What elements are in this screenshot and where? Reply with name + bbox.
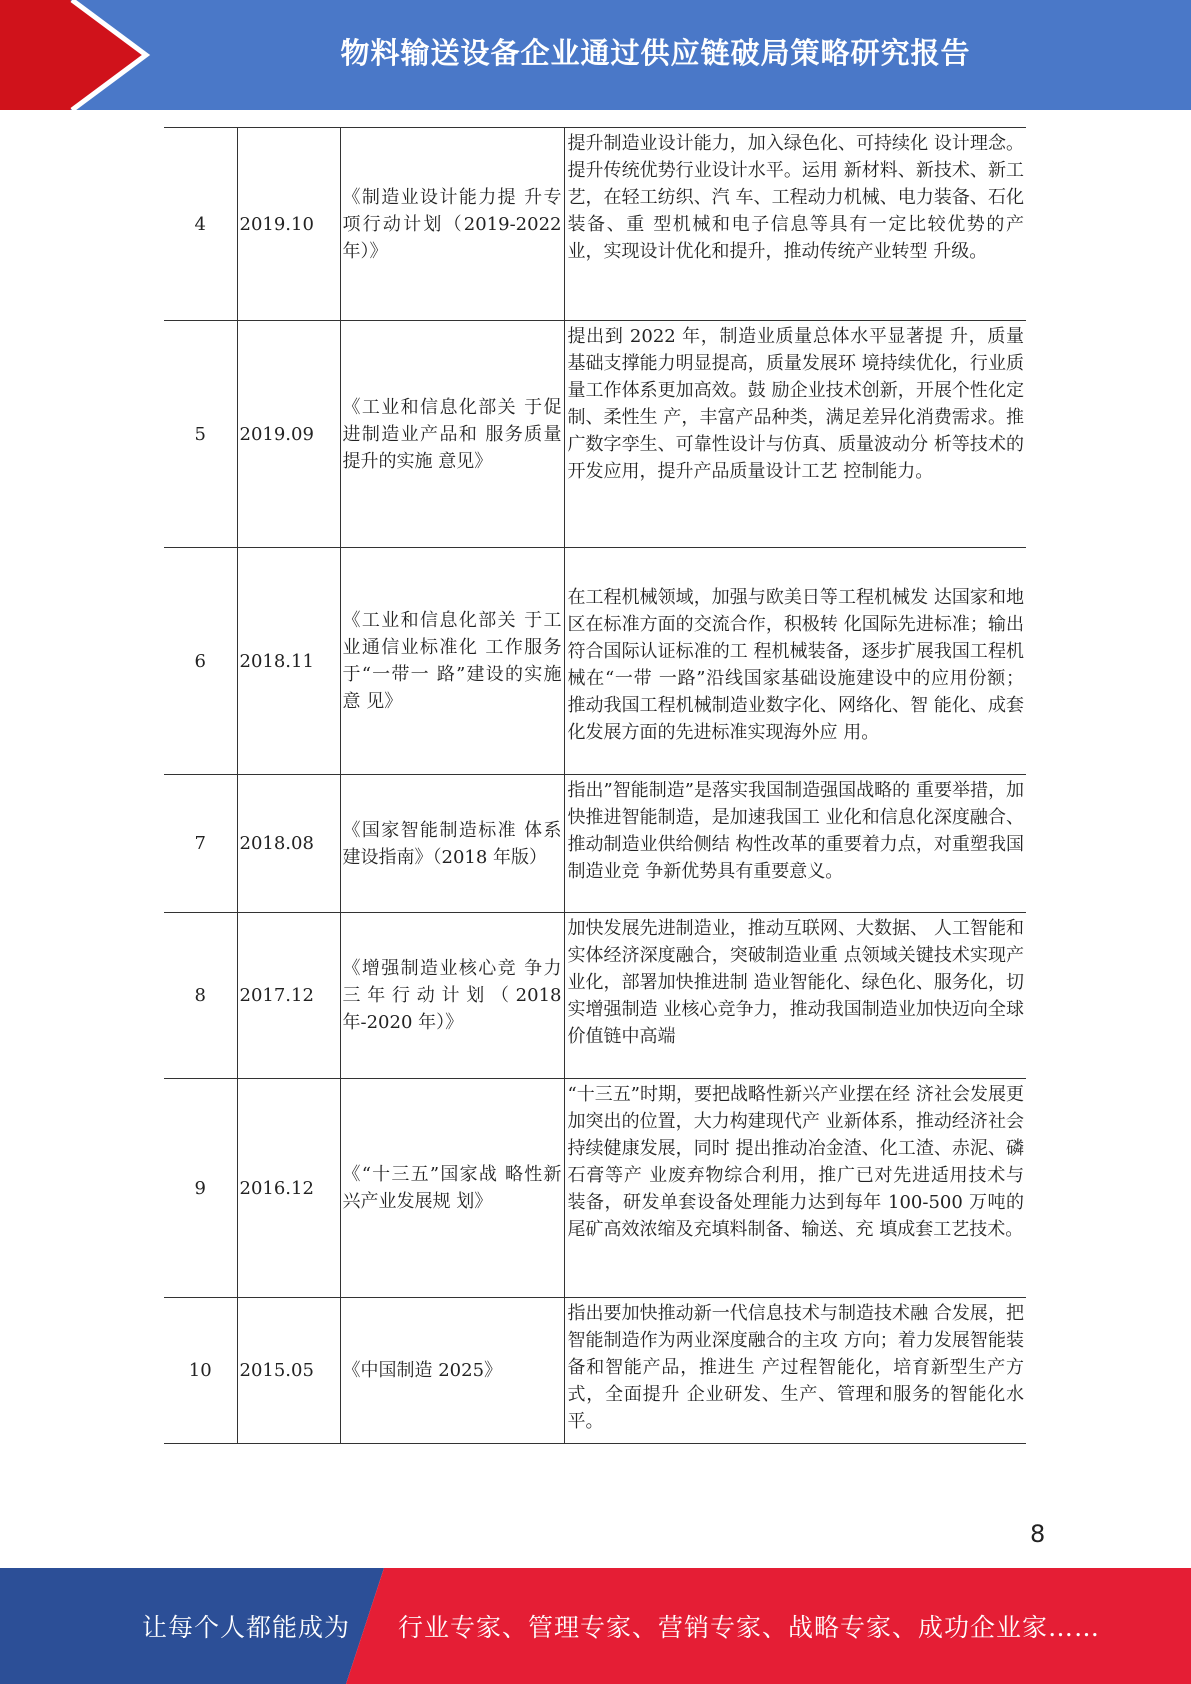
row-policy-title: 《工业和信息化部关 于工业通信业标准化 工作服务于“一带一 路”建设的实施意 见》	[340, 548, 564, 775]
row-date: 2018.11	[237, 548, 340, 775]
row-date: 2019.10	[237, 128, 340, 321]
table-row	[164, 548, 1026, 775]
row-policy-title: 《工业和信息化部关 于促进制造业产品和 服务质量提升的实施 意见》	[340, 321, 564, 548]
footer-slogan-lead: 让每个人都能成为	[142, 1613, 351, 1642]
row-date: 2016.12	[237, 1079, 340, 1298]
row-policy-content: 加快发展先进制造业，推动互联网、大数据、 人工智能和实体经济深度融合，突破制造业重 点领域关键技术实现产业化，部署加快推进制 造业智能化、绿色化、服务化，切实增强制造 业核心竞争力，推动我国制造业加快迈向全球 价值链中高端	[564, 913, 1026, 1079]
report-title: 物料输送设备企业通过供应链破局策略研究报告	[340, 35, 971, 70]
table-row	[164, 1079, 1026, 1298]
row-policy-title: 《制造业设计能力提 升专项行动计划（2019-2022 年）》	[340, 128, 564, 321]
row-number: 8	[164, 913, 237, 1079]
row-number: 4	[164, 128, 237, 321]
table-row	[164, 1298, 1026, 1444]
row-date: 2015.05	[237, 1298, 340, 1444]
row-date: 2017.12	[237, 913, 340, 1079]
page-number: 8	[1030, 1520, 1046, 1548]
row-number: 6	[164, 548, 237, 775]
row-date: 2018.08	[237, 775, 340, 913]
row-policy-content: 在工程机械领域，加强与欧美日等工程机械发 达国家和地区在标准方面的交流合作，积极转 化国际先进标准；输出符合国际认证标准的工 程机械装备，逐步扩展我国工程机械在“一带 一路”沿线国家基础设施建设中的应用份额； 推动我国工程机械制造业数字化、网络化、智 能化、成套化发展方面的先进标准实现海外应 用。	[564, 548, 1026, 775]
row-number: 5	[164, 321, 237, 548]
row-number: 9	[164, 1079, 237, 1298]
row-policy-title: 《“十三五”国家战 略性新兴产业发展规 划》	[340, 1079, 564, 1298]
row-policy-title: 《国家智能制造标准 体系建设指南》（2018 年版）	[340, 775, 564, 913]
row-policy-title: 《增强制造业核心竞 争力三年行动计划（2018 年-2020 年）》	[340, 913, 564, 1079]
row-date: 2019.09	[237, 321, 340, 548]
row-number: 7	[164, 775, 237, 913]
row-policy-content: 指出”智能制造”是落实我国制造强国战略的 重要举措，加快推进智能制造，是加速我国工 业化和信息化深度融合、推动制造业供给侧结 构性改革的重要着力点，对重塑我国制造业竞 争新优势具有重要意义。	[564, 775, 1026, 913]
row-policy-content: 提出到 2022 年，制造业质量总体水平显著提 升，质量基础支撑能力明显提高，质量发展环 境持续优化，行业质量工作体系更加高效。鼓 励企业技术创新，开展个性化定制、柔性生 产，丰富产品种类，满足差异化消费需求。推 广数字孪生、可靠性设计与仿真、质量波动分 析等技术的开发应用，提升产品质量设计工艺 控制能力。	[564, 321, 1026, 548]
policy-table	[164, 127, 1026, 1444]
table-row	[164, 321, 1026, 548]
row-policy-content: 提升制造业设计能力，加入绿色化、可持续化 设计理念。提升传统优势行业设计水平。运用 新材料、新技术、新工艺，在轻工纺织、汽 车、工程动力机械、电力装备、石化装备、重 型机械和电子信息等具有一定比较优势的产 业，实现设计优化和提升，推动传统产业转型 升级。	[564, 128, 1026, 321]
table-row	[164, 775, 1026, 913]
row-policy-content: 指出要加快推动新一代信息技术与制造技术融 合发展，把智能制造作为两业深度融合的主攻 方向；着力发展智能装备和智能产品，推进生 产过程智能化，培育新型生产方式，全面提升 企业研发、生产、管理和服务的智能化水平。	[564, 1298, 1026, 1444]
row-policy-content: “十三五”时期，要把战略性新兴产业摆在经 济社会发展更加突出的位置，大力构建现代产 业新体系，推动经济社会持续健康发展，同时 提出推动冶金渣、化工渣、赤泥、磷石膏等产 业废弃物综合利用，推广已对先进适用技术与 装备，研发单套设备处理能力达到每年 100-500 万吨的尾矿高效浓缩及充填料制备、输送、充 填成套工艺技术。	[564, 1079, 1026, 1298]
table-row	[164, 128, 1026, 321]
row-policy-title: 《中国制造 2025》	[340, 1298, 564, 1444]
footer-band	[0, 1568, 1191, 1684]
policy-table-wrapper	[164, 127, 1026, 1444]
footer-slogan-roles: 行业专家、管理专家、营销专家、战略专家、成功企业家……	[398, 1613, 1101, 1642]
table-row	[164, 913, 1026, 1079]
row-number: 10	[164, 1298, 237, 1444]
header-band	[0, 0, 1191, 110]
